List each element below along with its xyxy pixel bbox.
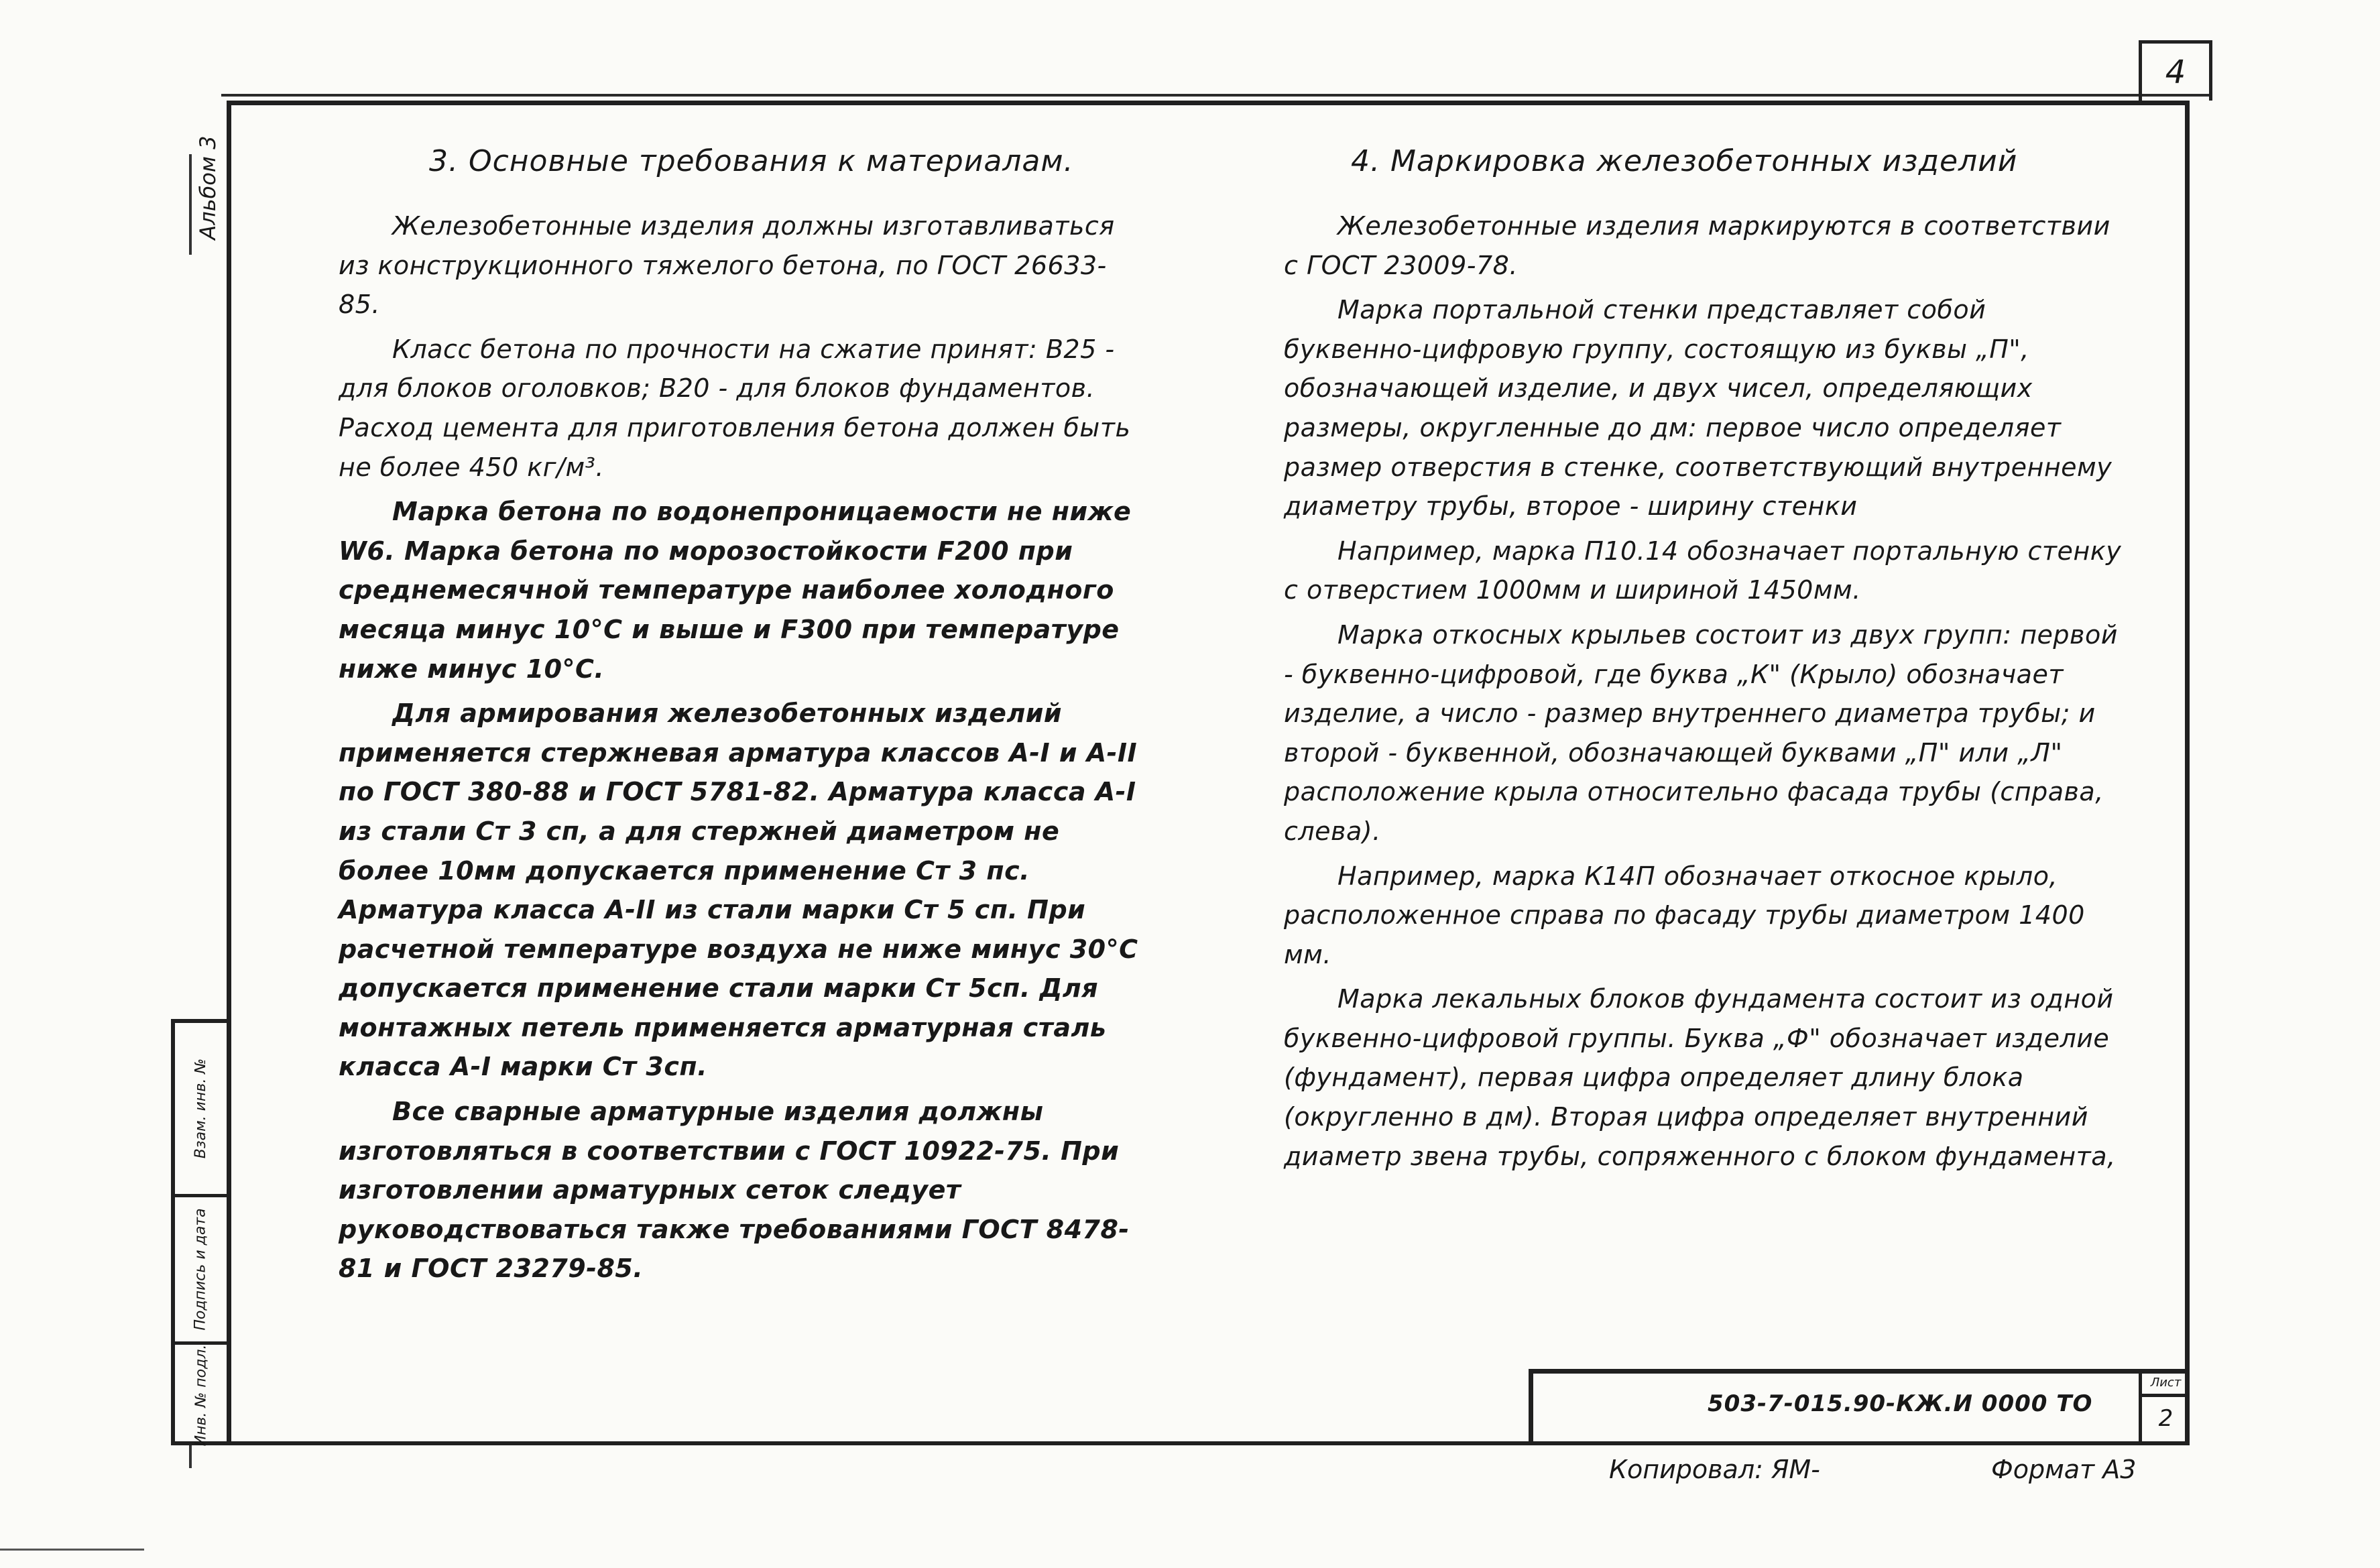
section-4-paragraph: Железобетонные изделия маркируются в соответствии с ГОСТ 23009-78. xyxy=(1284,211,2110,280)
frame-top-edge xyxy=(221,94,2212,97)
margin-tick xyxy=(189,1441,192,1468)
section-3-paragraph: Марка бетона по водонепроницаемости не ниже W6. Марка бетона по морозостойкости F200 при среднемесячной температуре наиболее холодного месяца минус 10°С и выше и F300 при температуре ниже минус 10°С. xyxy=(339,497,1132,684)
strip-cell-signature xyxy=(175,1197,227,1345)
sheet-number: 2 xyxy=(2158,1405,2174,1432)
section-3-paragraph: Для армирования железобетонных изделий применяется стержневая арматура классов А-I и А-II по ГОСТ 380-88 и ГОСТ 5781-82. Арматура класса А-I из стали Ст 3 сп, а для стержней диаметром не более 10мм допускается применение Ст 3 пс. Арматура класса А-II из стали марки Ст 5 сп. При расчетной температуре воздуха не ниже минус 30°С допускается применение стали марки Ст 5сп. Для монтажных петель применяется арматурная сталь класса А-I марки Ст 3сп. xyxy=(339,699,1138,1082)
approval-strip xyxy=(171,1019,227,1445)
sheet-label: Лист xyxy=(2142,1374,2190,1397)
strip-cell-label: Подпись и дата xyxy=(192,1208,210,1331)
album-label: Альбом 3 xyxy=(195,135,221,240)
section-4-column xyxy=(1284,144,2122,1181)
strip-cell-inventory xyxy=(175,1345,227,1445)
strip-cell-label: Взам. инв. № xyxy=(192,1058,209,1159)
section-3-paragraph: Класс бетона по прочности на сжатие принят: В25 - для блоков оголовков; В20 - для блоков фундаментов. Расход цемента для приготовления бетона должен быть не более 450 кг/м³. xyxy=(339,334,1131,482)
paper-format: Формат А3 xyxy=(1991,1455,2137,1484)
section-3-column xyxy=(339,144,1146,1294)
section-4-paragraph: Например, марка П10.14 обозначает портальную стенку с отверстием 1000мм и шириной 1450мм. xyxy=(1284,536,2122,605)
title-block xyxy=(1529,1369,2190,1445)
margin-tick xyxy=(189,154,192,255)
section-4-paragraph: Марка лекальных блоков фундамента состоит из одной буквенно-цифровой группы. Буква „Ф" обозначает изделие (фундамент), первая цифра определяет длину блока (округленно в дм). Вторая цифра определяет внутренний диаметр звена трубы, сопряженного с блоком фундамента, xyxy=(1284,984,2116,1171)
section-4-paragraph: Марка портальной стенки представляет собой буквенно-цифровую группу, состоящую из буквы „П", обозначающей изделие, и двух чисел, определяющих размеры, округленные до дм: первое число определяет размер отверстия в стенке, соответствующий внутреннему диаметру трубы, второе - ширину стенки xyxy=(1284,295,2113,522)
section-3-paragraph: Все сварные арматурные изделия должны изготовляться в соответствии с ГОСТ 10922-75. При изготовлении арматурных сеток следует руководствоваться также требованиями ГОСТ 8478-81 и ГОСТ 23279-85. xyxy=(339,1097,1130,1284)
document-code: 503-7-015.90-КЖ.И 0000 ТО xyxy=(1708,1390,2093,1417)
section-3-paragraph: Железобетонные изделия должны изготавливаться из конструкционного тяжелого бетона, по ГОСТ 26633-85. xyxy=(339,211,1115,320)
bottom-rule xyxy=(0,1549,144,1551)
strip-cell-label: Инв. № подл. xyxy=(192,1344,209,1446)
section-3-heading: 3. Основные требования к материалам. xyxy=(429,144,1074,178)
corner-sheet-number: 4 xyxy=(2139,40,2212,101)
strip-cell-replacement xyxy=(175,1023,227,1197)
section-4-heading: 4. Маркировка железобетонных изделий xyxy=(1351,144,2018,178)
sheet-cell xyxy=(2139,1374,2190,1445)
section-4-paragraph: Например, марка К14П обозначает откосное крыло, расположенное справа по фасаду трубы диаметром 1400 мм. xyxy=(1284,861,2085,969)
section-4-paragraph: Марка откосных крыльев состоит из двух групп: первой - буквенно-цифровой, где буква „К" (Крыло) обозначает изделие, а число - размер внутреннего диаметра трубы; и второй - буквенной, обозначающей буквами „П" или „Л" расположение крыла относительно фасада трубы (справа, слева). xyxy=(1284,619,2118,846)
copied-by: Копировал: ЯМ- xyxy=(1609,1455,1820,1484)
